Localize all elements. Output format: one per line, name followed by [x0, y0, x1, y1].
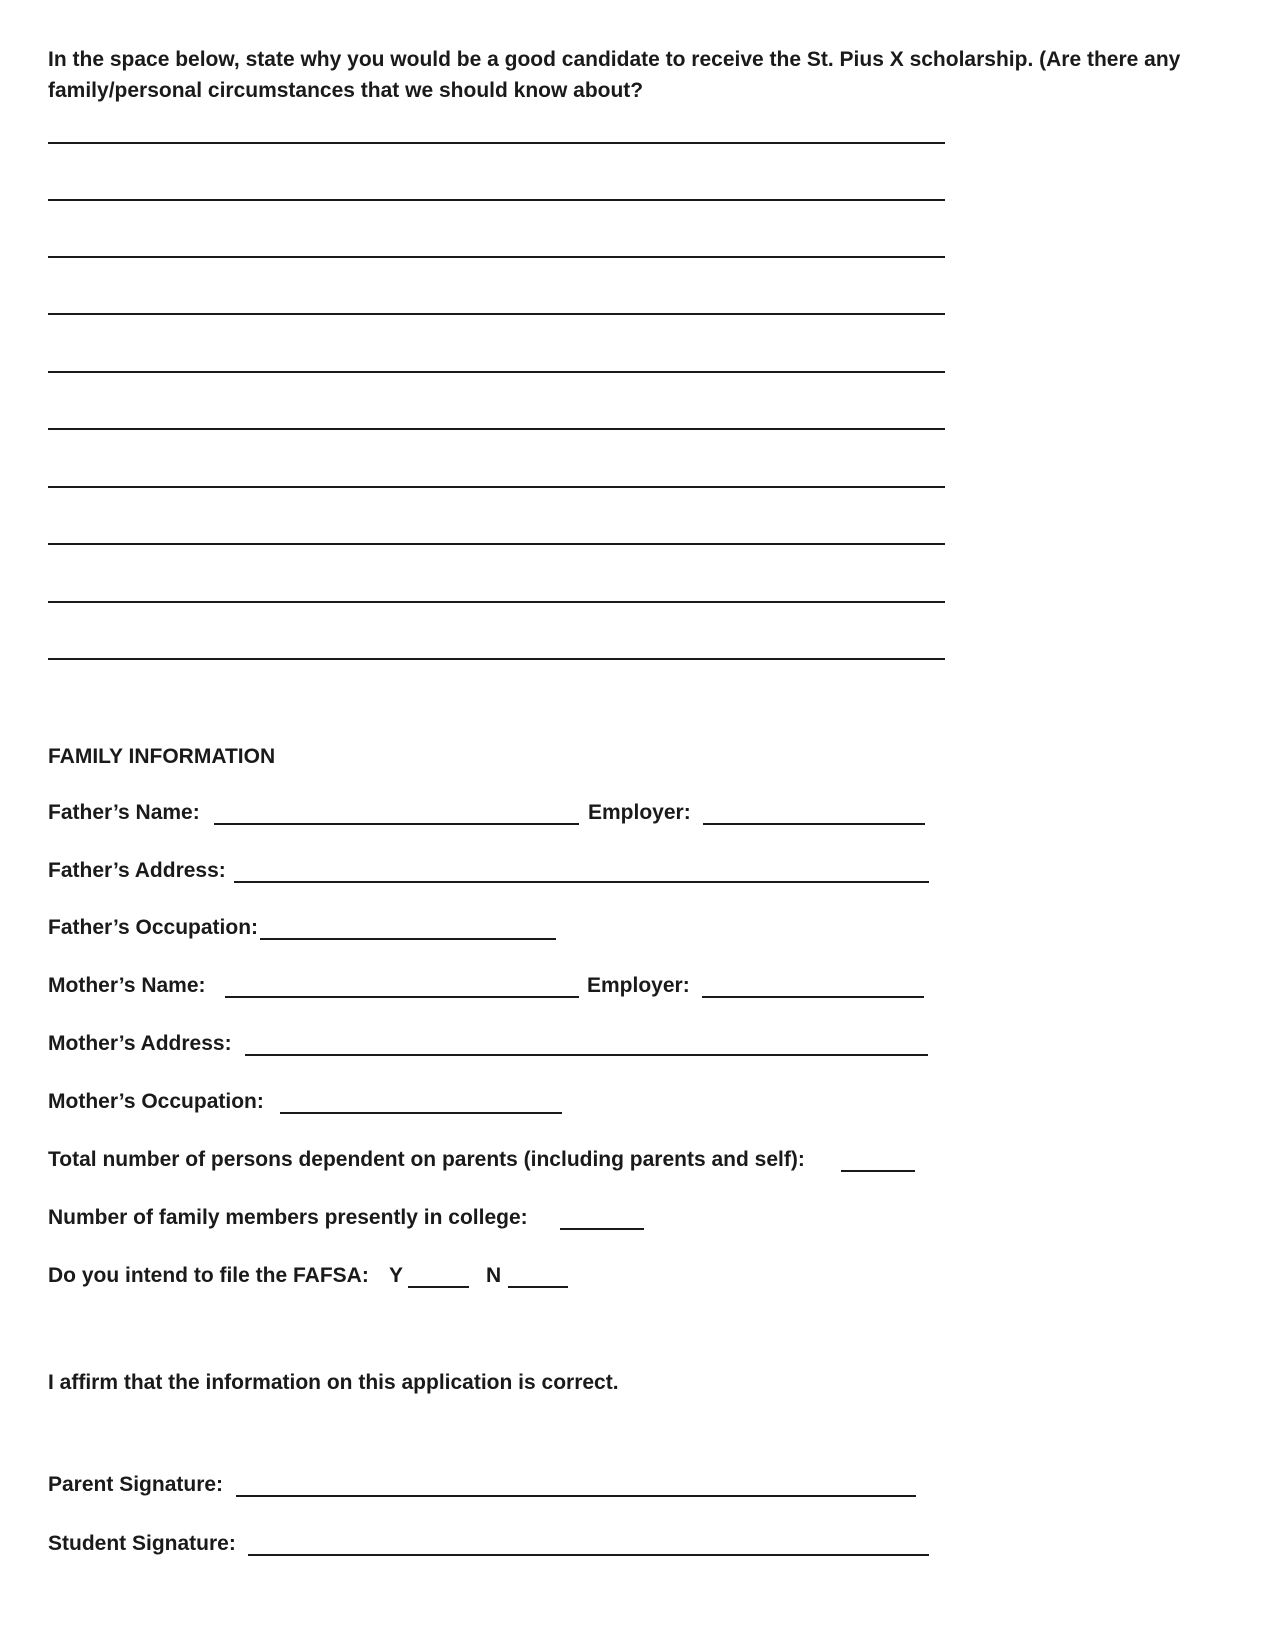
- essay-line-8[interactable]: [48, 543, 945, 545]
- affirmation-statement: I affirm that the information on this application is correct.: [48, 1371, 619, 1394]
- student-signature-label: Student Signature:: [48, 1532, 236, 1555]
- fafsa-label: Do you intend to file the FAFSA:: [48, 1264, 369, 1287]
- essay-line-5[interactable]: [48, 371, 945, 373]
- mothers-occupation-label: Mother’s Occupation:: [48, 1090, 264, 1113]
- fafsa-no-field[interactable]: [508, 1286, 568, 1288]
- fathers-name-label: Father’s Name:: [48, 801, 200, 824]
- fafsa-yes-field[interactable]: [408, 1286, 469, 1288]
- dependents-label: Total number of persons dependent on parents (including parents and self):: [48, 1148, 805, 1171]
- fathers-address-field[interactable]: [234, 881, 929, 883]
- essay-line-7[interactable]: [48, 486, 945, 488]
- mothers-occupation-field[interactable]: [280, 1112, 562, 1114]
- dependents-field[interactable]: [841, 1170, 915, 1172]
- in-college-field[interactable]: [560, 1228, 644, 1230]
- mothers-name-field[interactable]: [225, 996, 579, 998]
- mothers-name-label: Mother’s Name:: [48, 974, 206, 997]
- mother-employer-label: Employer:: [587, 974, 690, 997]
- family-information-heading: FAMILY INFORMATION: [48, 745, 276, 768]
- parent-signature-label: Parent Signature:: [48, 1473, 224, 1496]
- essay-line-4[interactable]: [48, 313, 945, 315]
- mother-employer-field[interactable]: [702, 996, 924, 998]
- essay-line-10[interactable]: [48, 658, 945, 660]
- essay-prompt: In the space below, state why you would be a good candidate to receive the St. Pius X scholarship. (Are there any family/personal circumstances that we should know about?: [48, 48, 1181, 102]
- student-signature-field[interactable]: [248, 1554, 929, 1556]
- fafsa-no-label: N: [486, 1264, 502, 1287]
- essay-line-9[interactable]: [48, 601, 945, 603]
- fafsa-yes-label: Y: [389, 1264, 404, 1287]
- fathers-occupation-label: Father’s Occupation:: [48, 916, 259, 939]
- mothers-address-field[interactable]: [245, 1054, 928, 1056]
- father-employer-field[interactable]: [703, 823, 925, 825]
- fathers-name-field[interactable]: [214, 823, 579, 825]
- essay-line-6[interactable]: [48, 428, 945, 430]
- mothers-address-label: Mother’s Address:: [48, 1032, 232, 1055]
- parent-signature-field[interactable]: [236, 1495, 916, 1497]
- essay-line-1[interactable]: [48, 142, 945, 144]
- fathers-occupation-field[interactable]: [260, 938, 556, 940]
- fathers-address-label: Father’s Address:: [48, 859, 226, 882]
- in-college-label: Number of family members presently in college:: [48, 1206, 528, 1229]
- essay-line-2[interactable]: [48, 199, 945, 201]
- father-employer-label: Employer:: [588, 801, 691, 824]
- essay-line-3[interactable]: [48, 256, 945, 258]
